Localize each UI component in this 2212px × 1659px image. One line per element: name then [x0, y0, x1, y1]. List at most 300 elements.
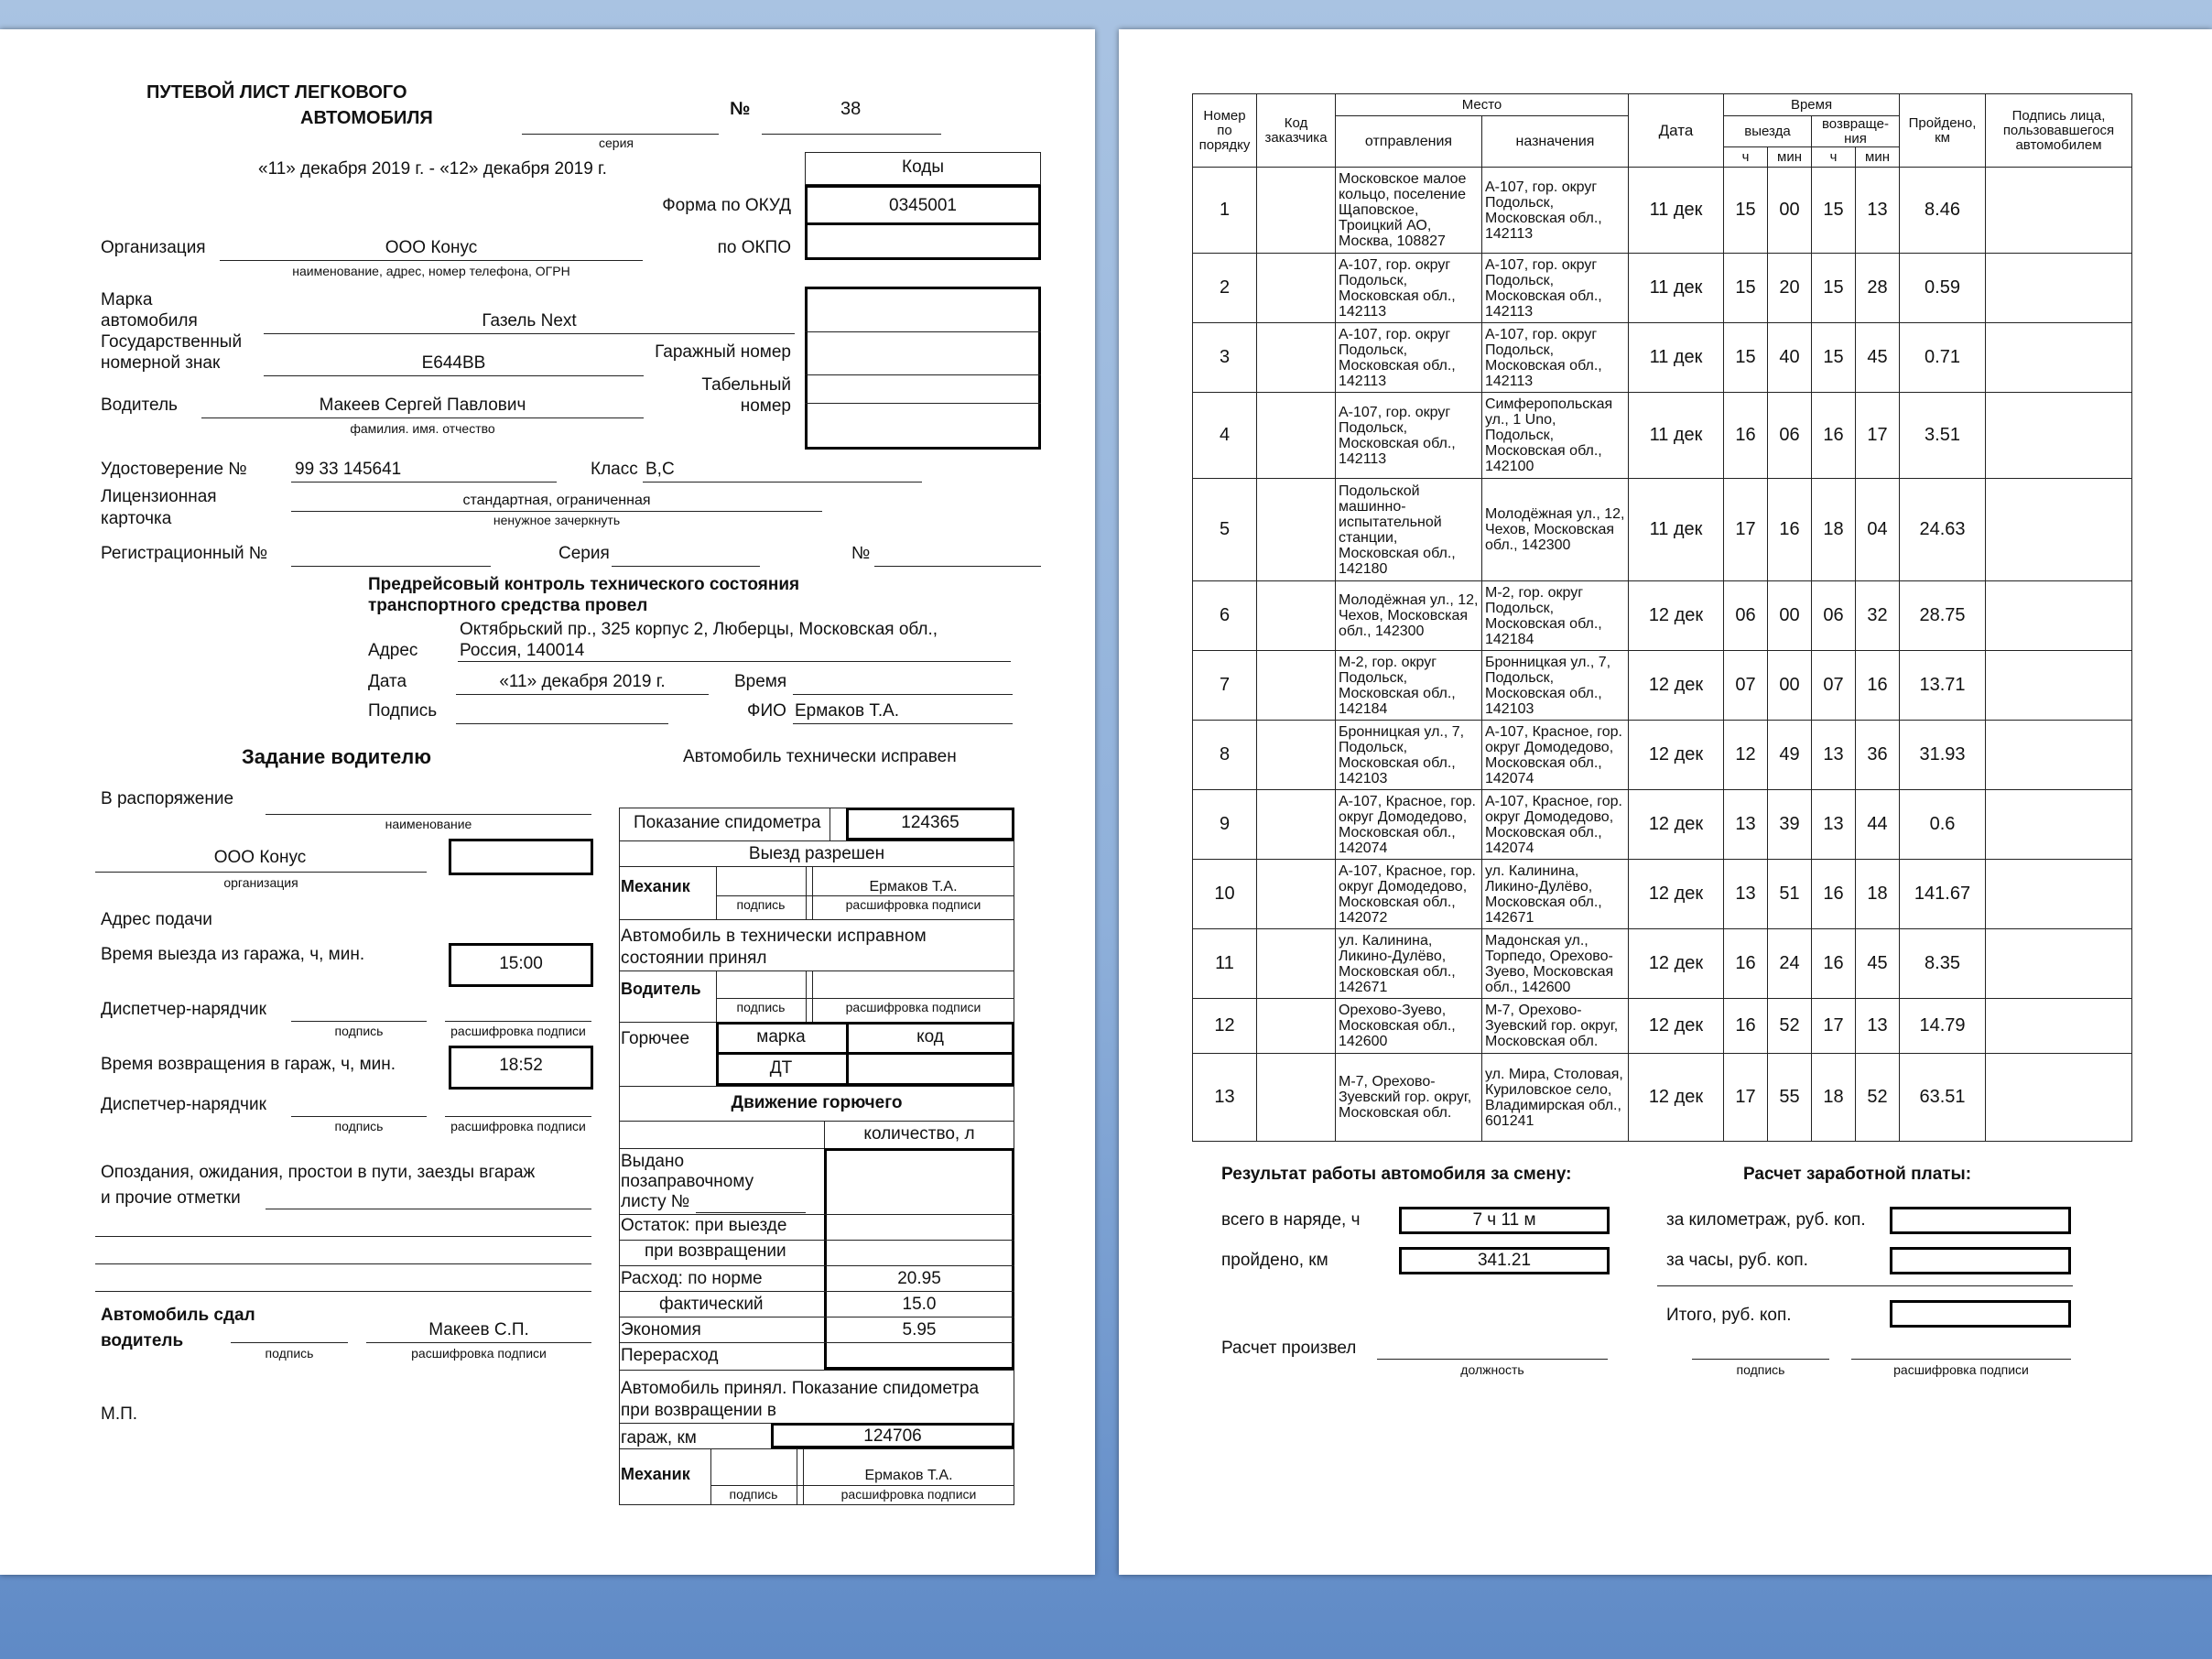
return-minute: 16 — [1856, 651, 1900, 721]
mechanic2-value: Ермаков Т.А. — [864, 1468, 953, 1483]
departure-place: А-107, Красное, гор. округ Домодедово, Московская обл., 142074 — [1336, 790, 1482, 860]
signature-cell — [1986, 581, 2132, 651]
destination-place: Мадонская ул., Торпедо, Орехово-Зуево, Московская обл., 142600 — [1482, 929, 1629, 999]
calc-decode-line — [1851, 1359, 2071, 1360]
destination-place: М-2, гор. округ Подольск, Московская обл., 142184 — [1482, 581, 1629, 651]
exit-hour: 06 — [1724, 581, 1768, 651]
distance-km: 13.71 — [1900, 651, 1986, 721]
stamp-mark: М.П. — [101, 1404, 138, 1424]
signature-cell — [1986, 651, 2132, 721]
issued-line-3: листу № — [621, 1192, 690, 1211]
handed-decode-line — [366, 1342, 591, 1343]
garage-tab-box — [805, 287, 1041, 450]
destination-place: ул. Мира, Столовая, Куриловское село, Владимирская обл., 601241 — [1482, 1054, 1629, 1142]
dispatcher-label-1: Диспетчер-нарядчик — [101, 1000, 266, 1019]
per-hour-label: за часы, руб. коп. — [1666, 1251, 1808, 1270]
number-line — [762, 134, 941, 135]
title-line-2: АВТОМОБИЛЯ — [300, 108, 433, 128]
cons-fact: фактический — [659, 1295, 764, 1314]
return-minute: 04 — [1856, 479, 1900, 581]
result-title: Результат работы автомобиля за смену: — [1221, 1165, 1572, 1184]
customer-code-cell — [1257, 168, 1336, 254]
address-label: Адрес — [368, 641, 418, 660]
mechanic2-sign-hint: подпись — [729, 1487, 778, 1502]
trip-date: 11 дек — [1629, 323, 1724, 393]
header-time: Время — [1724, 94, 1900, 116]
table-row — [1193, 479, 2132, 581]
driver-value: Макеев Сергей Павлович — [319, 396, 526, 415]
calc-decode-hint: расшифровка подписи — [1893, 1362, 2029, 1377]
remarks-line-1 — [95, 1236, 591, 1237]
exit-hour: 17 — [1724, 479, 1768, 581]
driver-hint: фамилия. имя. отчество — [350, 421, 495, 436]
handed-line-1: Автомобиль сдал — [101, 1306, 255, 1325]
signature-cell — [1986, 168, 2132, 254]
customer-code-cell — [1257, 581, 1336, 651]
destination-place: А-107, гор. округ Подольск, Московская обл., 142113 — [1482, 254, 1629, 323]
customer-code-cell — [1257, 1054, 1336, 1142]
header-num: Номер по порядку — [1193, 94, 1257, 168]
okpo-label: по ОКПО — [717, 238, 791, 257]
per-km-label: за километраж, руб. коп. — [1666, 1210, 1866, 1230]
dispatcher-decode-hint: расшифровка подписи — [450, 1024, 586, 1038]
return-minute: 17 — [1856, 393, 1900, 479]
return-minute: 44 — [1856, 790, 1900, 860]
divider — [716, 1052, 1014, 1055]
signature-cell — [1986, 929, 2132, 999]
trip-date: 12 дек — [1629, 999, 1724, 1054]
tab-label-1: Табельный — [701, 375, 791, 395]
header-exit-min: мин — [1768, 147, 1812, 168]
exit-minute: 20 — [1768, 254, 1812, 323]
exit-minute: 40 — [1768, 323, 1812, 393]
trip-date: 11 дек — [1629, 168, 1724, 254]
return-hour: 17 — [1812, 999, 1856, 1054]
header-exit-h: ч — [1724, 147, 1768, 168]
header-customer: Код заказчика — [1257, 94, 1336, 168]
exit-minute: 00 — [1768, 651, 1812, 721]
signature-cell — [1986, 1054, 2132, 1142]
driver2-sign-hint: подпись — [736, 1000, 786, 1014]
plate-label-2: номерной знак — [101, 353, 221, 373]
time-label: Время — [734, 672, 787, 691]
customer-code-cell — [1257, 479, 1336, 581]
signature-cell — [1986, 479, 2132, 581]
return-hour: 13 — [1812, 721, 1856, 790]
return-hour: 18 — [1812, 1054, 1856, 1142]
divider — [619, 919, 1014, 920]
row-number: 7 — [1193, 651, 1257, 721]
row-number: 9 — [1193, 790, 1257, 860]
trip-log-body — [1193, 168, 2132, 1142]
distance-km: 3.51 — [1900, 393, 1986, 479]
exit-minute: 39 — [1768, 790, 1812, 860]
trip-date: 11 дек — [1629, 479, 1724, 581]
destination-place: А-107, гор. округ Подольск, Московская обл., 142113 — [1482, 168, 1629, 254]
return-minute: 52 — [1856, 1054, 1900, 1142]
precheck-line-2: транспортного средства провел — [368, 596, 648, 615]
accepted-odo-2: при возвращении в — [621, 1401, 776, 1420]
exit-minute: 24 — [1768, 929, 1812, 999]
header-distance: Пройдено, км — [1900, 94, 1986, 168]
departure-place: ул. Калинина, Ликино-Дулёво, Московская обл., 142671 — [1336, 929, 1482, 999]
economy-label: Экономия — [621, 1320, 701, 1339]
return-value: 18:52 — [499, 1056, 543, 1075]
row-number: 4 — [1193, 393, 1257, 479]
exit-hour: 17 — [1724, 1054, 1768, 1142]
dispose-line — [266, 814, 591, 815]
lic-card-label-2: карточка — [101, 509, 172, 528]
address-line-2: Россия, 140014 — [460, 641, 585, 660]
distance-km: 8.35 — [1900, 929, 1986, 999]
table-row — [1193, 254, 2132, 323]
customer-code-cell — [1257, 651, 1336, 721]
lic-card-label-1: Лицензионная — [101, 487, 217, 506]
table-row — [1193, 790, 2132, 860]
signature-cell — [1986, 790, 2132, 860]
divider — [619, 1240, 1014, 1241]
return-minute: 36 — [1856, 721, 1900, 790]
exit-hour: 16 — [1724, 393, 1768, 479]
departure-place: М-7, Орехово-Зуевский гор. округ, Московская обл. — [1336, 1054, 1482, 1142]
brand-label-1: Марка — [101, 290, 153, 309]
total-hours-value: 7 ч 11 м — [1472, 1210, 1536, 1230]
return-minute: 45 — [1856, 323, 1900, 393]
garage-label: Гаражный номер — [655, 342, 791, 362]
calc-sign-line — [1692, 1359, 1829, 1360]
row-number: 10 — [1193, 860, 1257, 929]
exit-hour: 15 — [1724, 168, 1768, 254]
destination-place: А-107, гор. округ Подольск, Московская обл., 142113 — [1482, 323, 1629, 393]
departure-place: Бронницкая ул., 7, Подольск, Московская обл., 142103 — [1336, 721, 1482, 790]
license-value: 99 33 145641 — [295, 460, 402, 479]
divider — [716, 998, 1014, 999]
distance-km: 14.79 — [1900, 999, 1986, 1054]
exit-hour: 15 — [1724, 254, 1768, 323]
delays-line-2: и прочие отметки — [101, 1188, 241, 1208]
exit-minute: 16 — [1768, 479, 1812, 581]
okud-value: 0345001 — [889, 196, 957, 215]
header-destination: назначения — [1482, 116, 1629, 168]
divider — [619, 1448, 1014, 1449]
brand-value: Газель Next — [482, 311, 577, 331]
row-number: 5 — [1193, 479, 1257, 581]
plate-label-1: Государственный — [101, 332, 243, 352]
row-number: 8 — [1193, 721, 1257, 790]
return-hour: 16 — [1812, 860, 1856, 929]
divider — [805, 222, 1041, 225]
accepted-odo-3: гараж, км — [621, 1428, 697, 1448]
accepted-line-1: Автомобиль в технически исправном — [621, 927, 927, 946]
return-label: Время возвращения в гараж, ч, мин. — [101, 1055, 396, 1074]
total-label: Итого, руб. коп. — [1666, 1306, 1792, 1325]
table-row — [1193, 1054, 2132, 1142]
rest-exit: Остаток: при выезде — [621, 1216, 787, 1235]
trip-date: 12 дек — [1629, 581, 1724, 651]
salary-title: Расчет заработной платы: — [1743, 1165, 1972, 1184]
position-hint: должность — [1460, 1362, 1524, 1377]
total-km-value: 341.21 — [1477, 1251, 1532, 1270]
exit-minute: 00 — [1768, 168, 1812, 254]
address-underline — [458, 661, 1011, 662]
accepted-odo-1: Автомобиль принял. Показание спидометра — [621, 1379, 980, 1398]
depart-label: Время выезда из гаража, ч, мин. — [101, 945, 365, 964]
trip-date: 12 дек — [1629, 651, 1724, 721]
destination-place: А-107, Красное, гор. округ Домодедово, Московская обл., 142074 — [1482, 790, 1629, 860]
org-label: Организация — [101, 238, 206, 257]
header-return-h: ч — [1812, 147, 1856, 168]
customer-code-cell — [1257, 393, 1336, 479]
destination-place: М-7, Орехово-Зуевский гор. округ, Московская обл. — [1482, 999, 1629, 1054]
exit-hour: 07 — [1724, 651, 1768, 721]
license-label: Удостоверение № — [101, 460, 247, 479]
num2-line — [874, 566, 1041, 567]
handed-decode-hint: расшифровка подписи — [411, 1346, 547, 1361]
mechanic2-label: Механик — [621, 1465, 690, 1483]
fuel-brand-header: марка — [756, 1027, 806, 1046]
title-line-1: ПУТЕВОЙ ЛИСТ ЛЕГКОВОГО — [146, 82, 407, 103]
customer-code-cell — [1257, 999, 1336, 1054]
divider — [806, 866, 807, 919]
per-hour-box — [1890, 1247, 2071, 1274]
series-hint: серия — [599, 136, 634, 150]
signature-cell — [1986, 721, 2132, 790]
fio-value: Ермаков Т.А. — [795, 701, 900, 721]
dispatcher2-sign-line — [291, 1116, 427, 1117]
table-row — [1193, 581, 2132, 651]
exit-minute: 49 — [1768, 721, 1812, 790]
reg-line — [291, 566, 491, 567]
dispatcher-sign-line — [291, 1021, 427, 1022]
total-box — [1890, 1300, 2071, 1328]
series2-line — [612, 566, 760, 567]
divider — [619, 1265, 1014, 1266]
divider — [619, 970, 1014, 971]
remarks-line-2 — [95, 1263, 591, 1264]
mechanic-value: Ермаков Т.А. — [869, 879, 958, 895]
table-row — [1193, 393, 2132, 479]
waybill-page-back — [1119, 29, 2212, 1575]
exit-minute: 52 — [1768, 999, 1812, 1054]
distance-km: 24.63 — [1900, 479, 1986, 581]
lic-card-line — [291, 511, 822, 512]
signature-cell — [1986, 254, 2132, 323]
dispose-label: В распоряжение — [101, 789, 234, 808]
total-hours-label: всего в наряде, ч — [1221, 1210, 1361, 1230]
trip-date: 11 дек — [1629, 393, 1724, 479]
customer-code-cell — [1257, 929, 1336, 999]
header-return-min: мин — [1856, 147, 1900, 168]
depart-value: 15:00 — [499, 954, 543, 973]
exit-minute: 51 — [1768, 860, 1812, 929]
org-code-box — [449, 839, 593, 875]
driver2-decode-hint: расшифровка подписи — [845, 1000, 981, 1014]
waybill-page-front — [0, 29, 1095, 1575]
divider — [710, 1485, 1014, 1486]
time-line — [793, 694, 1013, 695]
departure-place: А-107, гор. округ Подольск, Московская обл., 142113 — [1336, 393, 1482, 479]
num2-label: № — [851, 544, 871, 563]
tech-ok: Автомобиль технически исправен — [683, 747, 957, 766]
table-row — [1193, 323, 2132, 393]
divider — [619, 1291, 1014, 1292]
divider — [805, 374, 1041, 375]
trip-date: 12 дек — [1629, 1054, 1724, 1142]
lic-card-hint: ненужное зачеркнуть — [493, 513, 621, 527]
departure-place: Московское малое кольцо, поселение Щаповское, Троицкий АО, Москва, 108827 — [1336, 168, 1482, 254]
dispatcher2-decode-line — [445, 1116, 591, 1117]
number-sign: № — [730, 99, 751, 119]
driver2-label: Водитель — [621, 980, 701, 998]
sign-line — [456, 723, 668, 724]
divider — [619, 1214, 1014, 1215]
destination-place: Бронницкая ул., 7, Подольск, Московская обл., 142103 — [1482, 651, 1629, 721]
destination-place: Молодёжная ул., 12, Чехов, Московская обл., 142300 — [1482, 479, 1629, 581]
dispose-hint: наименование — [385, 817, 472, 831]
calc-by-label: Расчет произвел — [1221, 1339, 1357, 1358]
departure-place: А-107, гор. округ Подольск, Московская обл., 142113 — [1336, 254, 1482, 323]
org2-line — [95, 872, 427, 873]
accepted-line-2: состоянии принял — [621, 949, 767, 968]
return-hour: 06 — [1812, 581, 1856, 651]
date-label: Дата — [368, 672, 407, 691]
divider — [619, 1086, 1014, 1087]
header-departure: отправления — [1336, 116, 1482, 168]
header-return: возвраще-ния — [1812, 116, 1900, 147]
waybill-number: 38 — [840, 99, 862, 119]
class-label: Класс — [591, 460, 638, 479]
departure-place: М-2, гор. округ Подольск, Московская обл., 142184 — [1336, 651, 1482, 721]
reg-label: Регистрационный № — [101, 544, 268, 563]
header-exit: выезда — [1724, 116, 1812, 147]
sign-label: Подпись — [368, 701, 438, 721]
signature-cell — [1986, 323, 2132, 393]
distance-km: 8.46 — [1900, 168, 1986, 254]
table-row — [1193, 651, 2132, 721]
class-line — [643, 482, 922, 483]
distance-km: 63.51 — [1900, 1054, 1986, 1142]
return-minute: 13 — [1856, 168, 1900, 254]
return-hour: 16 — [1812, 393, 1856, 479]
distance-km: 0.6 — [1900, 790, 1986, 860]
mechanic-label: Механик — [621, 877, 690, 895]
delays-line-1: Опоздания, ожидания, простои в пути, заезды вгараж — [101, 1163, 536, 1182]
precheck-line-1: Предрейсовый контроль технического состояния — [368, 575, 800, 594]
table-row — [1193, 999, 2132, 1054]
table-row — [1193, 929, 2132, 999]
total-km-label: пройдено, км — [1221, 1251, 1328, 1270]
distance-km: 141.67 — [1900, 860, 1986, 929]
cons-norm: Расход: по норме — [621, 1269, 763, 1288]
exit-hour: 12 — [1724, 721, 1768, 790]
customer-code-cell — [1257, 860, 1336, 929]
dispatcher-decode-line — [445, 1021, 591, 1022]
driver-line — [201, 417, 644, 418]
departure-place: Орехово-Зуево, Московская обл., 142600 — [1336, 999, 1482, 1054]
fuel-move-title: Движение горючего — [731, 1093, 903, 1112]
divider — [619, 866, 1014, 867]
dispatcher2-sign-hint: подпись — [334, 1119, 384, 1133]
return-hour: 15 — [1812, 168, 1856, 254]
addr-supply-label: Адрес подачи — [101, 910, 212, 929]
trip-date: 12 дек — [1629, 790, 1724, 860]
departure-place: Молодёжная ул., 12, Чехов, Московская обл., 142300 — [1336, 581, 1482, 651]
dispatcher-sign-hint: подпись — [334, 1024, 384, 1038]
class-value: В,С — [645, 460, 675, 479]
exit-allowed: Выезд разрешен — [748, 844, 885, 863]
signature-cell — [1986, 999, 2132, 1054]
org2-value: ООО Конус — [213, 848, 307, 867]
mechanic-sign-hint: подпись — [736, 897, 786, 912]
return-minute: 13 — [1856, 999, 1900, 1054]
return-odo-value: 124706 — [863, 1426, 922, 1446]
exit-minute: 06 — [1768, 393, 1812, 479]
tab-label-2: номер — [740, 396, 791, 416]
signature-cell — [1986, 393, 2132, 479]
divider — [619, 840, 1014, 841]
dispatcher2-decode-hint: расшифровка подписи — [450, 1119, 586, 1133]
trip-date: 11 дек — [1629, 254, 1724, 323]
plate-value: Е644ВВ — [421, 353, 486, 373]
return-minute: 18 — [1856, 860, 1900, 929]
distance-km: 0.71 — [1900, 323, 1986, 393]
address-line-1: Октябрьский пр., 325 корпус 2, Люберцы, Московская обл., — [460, 620, 938, 639]
row-number: 12 — [1193, 999, 1257, 1054]
brand-line — [264, 333, 795, 334]
position-line — [1377, 1359, 1608, 1360]
return-minute: 32 — [1856, 581, 1900, 651]
per-km-box — [1890, 1207, 2071, 1234]
driver-label: Водитель — [101, 396, 178, 415]
calc-sign-hint: подпись — [1736, 1362, 1785, 1377]
row-number: 6 — [1193, 581, 1257, 651]
departure-place: А-107, гор. округ Подольск, Московская обл., 142113 — [1336, 323, 1482, 393]
divider — [805, 331, 1041, 332]
exit-hour: 16 — [1724, 999, 1768, 1054]
distance-km: 31.93 — [1900, 721, 1986, 790]
exit-hour: 13 — [1724, 790, 1768, 860]
cons-norm-value: 20.95 — [897, 1269, 941, 1288]
return-hour: 15 — [1812, 323, 1856, 393]
divider — [716, 895, 1014, 896]
table-row — [1193, 168, 2132, 254]
exit-minute: 55 — [1768, 1054, 1812, 1142]
distance-km: 0.59 — [1900, 254, 1986, 323]
destination-place: А-107, Красное, гор. округ Домодедово, Московская обл., 142074 — [1482, 721, 1629, 790]
odometer-value: 124365 — [901, 813, 960, 832]
fuel-brand-value: ДТ — [769, 1058, 793, 1078]
org2-hint: организация — [223, 875, 298, 890]
okud-label: Форма по ОКУД — [662, 196, 791, 215]
trip-log-table — [1192, 93, 2132, 1142]
destination-place: Симферопольская ул., 1 Uno, Подольск, Московская обл., 142100 — [1482, 393, 1629, 479]
handed-sign-line — [231, 1342, 348, 1343]
row-number: 11 — [1193, 929, 1257, 999]
issued-number-line — [696, 1212, 806, 1213]
qty-header: количество, л — [863, 1124, 975, 1144]
return-hour: 13 — [1812, 790, 1856, 860]
codes-header: Коды — [902, 157, 944, 177]
exit-hour: 16 — [1724, 929, 1768, 999]
customer-code-cell — [1257, 323, 1336, 393]
cons-fact-value: 15.0 — [902, 1295, 937, 1314]
economy-value: 5.95 — [902, 1320, 937, 1339]
handed-sign-hint: подпись — [265, 1346, 314, 1361]
fio-label: ФИО — [747, 701, 786, 721]
fio-line — [793, 723, 1013, 724]
fuel-code-header: код — [916, 1027, 944, 1046]
distance-km: 28.75 — [1900, 581, 1986, 651]
